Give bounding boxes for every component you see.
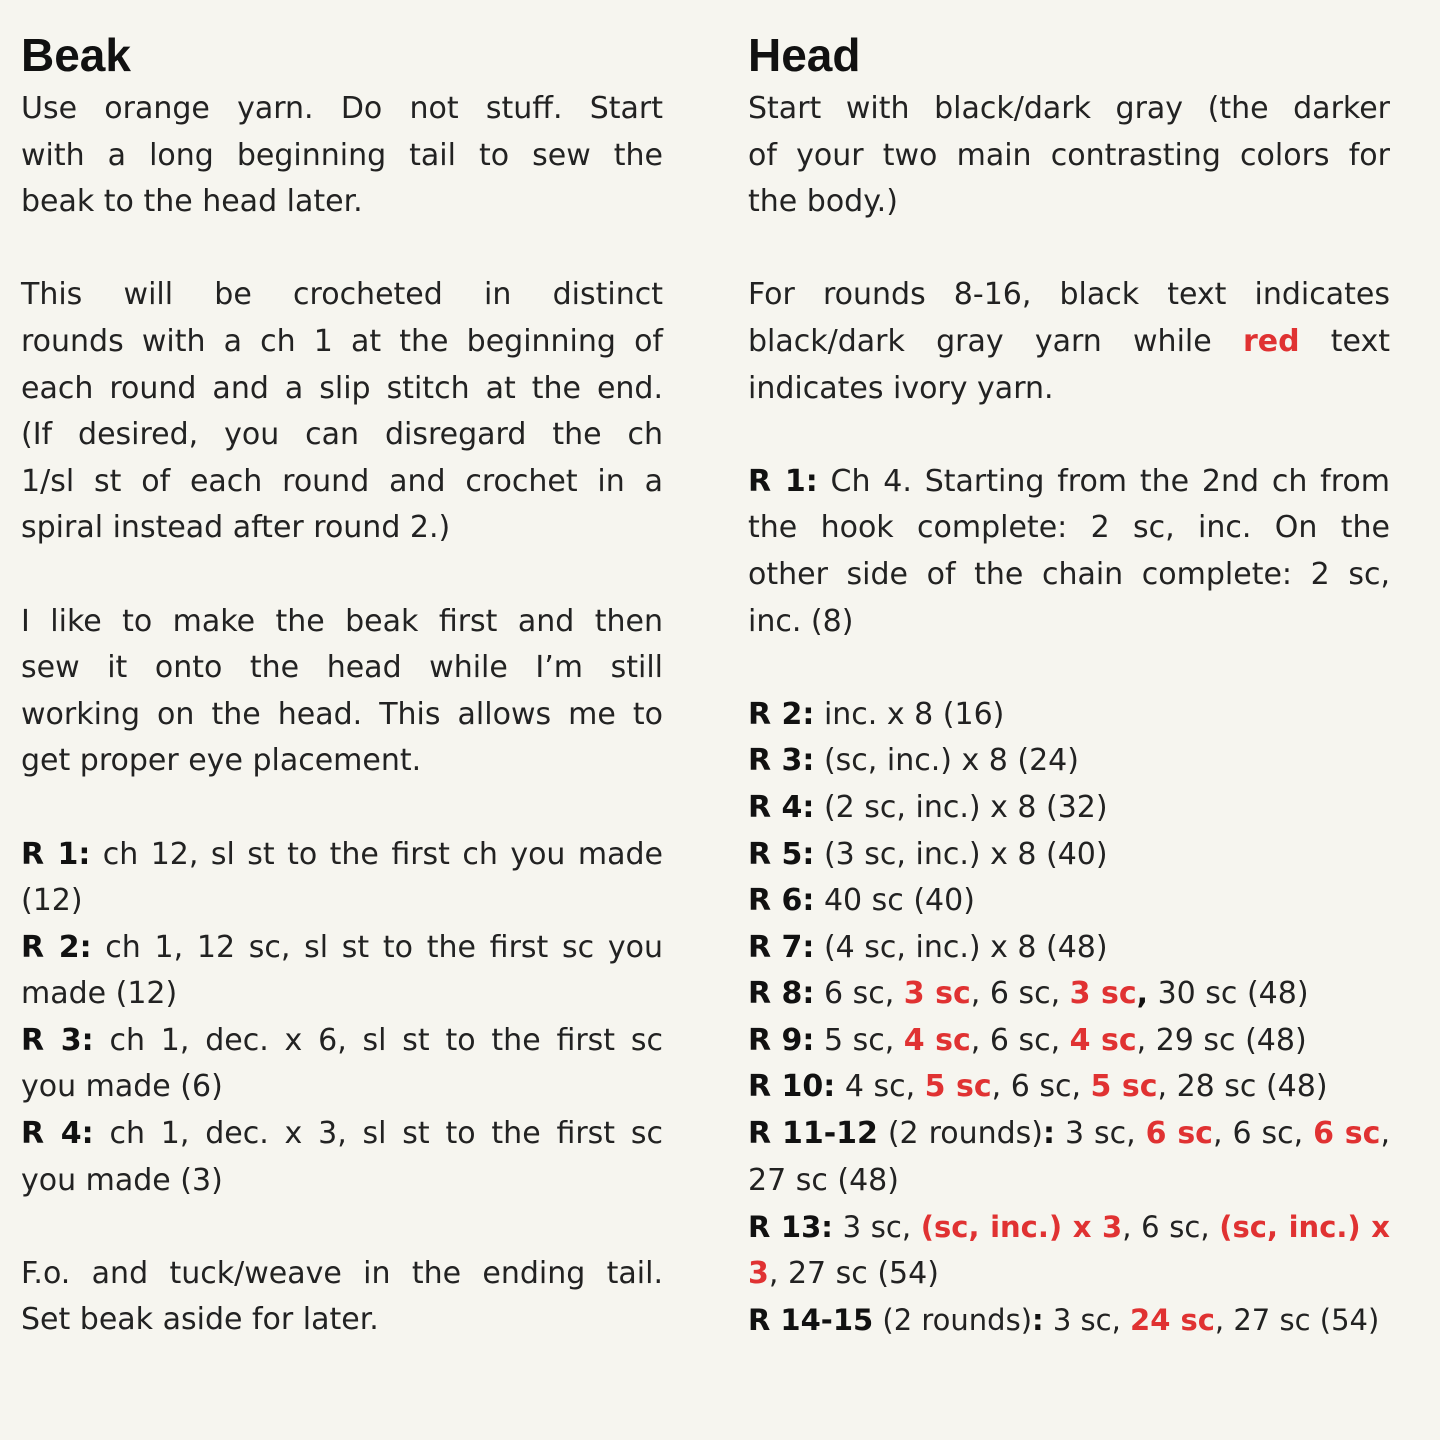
round-text: (4 sc, inc.) x 8 (48): [814, 929, 1108, 965]
ivory-stitches: 6 sc: [1313, 1116, 1381, 1152]
ivory-stitches: 3: [748, 1255, 769, 1291]
head-rounds: [748, 692, 1390, 1344]
text-line: sew it onto the head while I’m still: [21, 650, 663, 686]
round-line: [748, 692, 1390, 739]
round-text: ch 1, 12 sc, sl st to the first sc you: [91, 929, 663, 965]
text-line: working on the head. This allows me to: [21, 696, 663, 732]
round-line: [748, 832, 1390, 879]
text-line: F.o. and tuck/weave in the ending tail.: [21, 1255, 663, 1291]
text-line: rounds with a ch 1 at the beginning of: [21, 323, 663, 359]
text-line: I like to make the beak first and then: [21, 603, 663, 639]
round-text: 3 sc,: [1055, 1116, 1146, 1152]
text-line: Use orange yarn. Do not stuff. Start: [21, 91, 663, 126]
round-text: ,: [1380, 1116, 1390, 1152]
head-color-note: [748, 272, 1390, 412]
round-text: , 6 sc,: [970, 976, 1070, 1012]
round-text: , 27 sc (54): [768, 1255, 939, 1291]
round-text: inc. x 8 (16): [814, 696, 1005, 732]
round-line: [748, 1064, 1390, 1111]
round-label: R 3:: [21, 1022, 94, 1058]
ivory-stitches: 5 sc: [924, 1069, 992, 1105]
round-line: you made (3): [21, 1162, 223, 1198]
round-line: [748, 785, 1390, 832]
text-line: get proper eye placement.: [21, 743, 422, 779]
head-round-1: [748, 459, 1390, 645]
round-text: , 6 sc,: [970, 1022, 1070, 1058]
text-line: Start with black/dark gray (the darker: [748, 91, 1390, 126]
round-text: 3 sc,: [1043, 1303, 1131, 1338]
round-text: 6 sc,: [814, 976, 904, 1012]
text-line: the body.): [748, 184, 898, 220]
red-word: red: [1242, 323, 1300, 359]
text-line: of your two main contrasting colors for: [748, 137, 1390, 173]
ivory-stitches: (sc, inc.) x 3: [920, 1210, 1123, 1245]
round-text: 40 sc (40): [814, 883, 975, 919]
beak-tip: [21, 599, 663, 785]
round-text: , 6 sc,: [1122, 1210, 1220, 1245]
round-text: , 6 sc,: [1212, 1116, 1314, 1152]
round-line: [748, 878, 1390, 925]
round-label: R 10:: [748, 1069, 836, 1105]
round-line: the hook complete: 2 sc, inc. On the: [748, 510, 1390, 546]
text-line: indicates ivory yarn.: [748, 370, 1054, 406]
round-text: , 29 sc (48): [1136, 1022, 1307, 1058]
round-text: 5 sc,: [814, 1022, 904, 1058]
round-label: R 6:: [748, 883, 815, 919]
round-line: [748, 1251, 1390, 1298]
round-label: R 11-12: [748, 1116, 878, 1152]
ivory-stitches: 4 sc: [1069, 1022, 1137, 1058]
round-line: [21, 1111, 663, 1158]
text-line: beak to the head later.: [21, 184, 363, 220]
head-section: [748, 24, 1390, 1344]
round-line: 27 sc (48): [748, 1162, 899, 1198]
round-label: R 13:: [748, 1210, 833, 1245]
beak-title: Beak: [21, 29, 131, 81]
text-line: with a long beginning tail to sew the: [21, 137, 663, 173]
text-segment: black/dark gray yarn while: [748, 323, 1243, 359]
round-text: (2 sc, inc.) x 8 (32): [814, 789, 1108, 825]
round-line: [21, 1018, 663, 1065]
round-label: R 2:: [21, 929, 92, 965]
text-segment: text: [1299, 323, 1390, 359]
round-label: R 5:: [748, 836, 815, 872]
round-text: 4 sc,: [835, 1069, 925, 1105]
round-line: [748, 971, 1390, 1018]
round-line: [748, 1111, 1390, 1158]
round-line: [748, 1204, 1390, 1251]
round-line: [748, 1297, 1390, 1344]
ivory-stitches: 6 sc: [1145, 1116, 1213, 1152]
ivory-stitches: 3 sc: [1069, 976, 1137, 1012]
text-line: For rounds 8-16, black text indicates: [748, 277, 1390, 313]
ivory-stitches: 5 sc: [1090, 1069, 1158, 1105]
round-text: 3 sc,: [832, 1210, 921, 1245]
text-line: This will be crocheted in distinct: [21, 277, 663, 313]
text-line: (If desired, you can disregard the ch: [21, 417, 663, 453]
round-text: , 6 sc,: [991, 1069, 1091, 1105]
round-text: , 27 sc (54): [1214, 1303, 1380, 1338]
text-line: spiral instead after round 2.): [21, 510, 451, 546]
ivory-stitches: 3 sc: [903, 976, 971, 1012]
beak-rounds-note: [21, 272, 663, 552]
beak-intro: [21, 86, 663, 226]
round-label: R 7:: [748, 929, 815, 965]
head-title: Head: [748, 29, 861, 81]
round-text: 30 sc (48): [1148, 976, 1309, 1012]
round-text: ch 12, sl st to the first ch you made: [90, 836, 663, 872]
beak-finish: [21, 1251, 663, 1344]
round-label: R 14-15: [748, 1303, 874, 1338]
round-line: inc. (8): [748, 603, 854, 639]
round-text: (2 rounds): [877, 1116, 1044, 1152]
round-label: R 4:: [748, 789, 815, 825]
round-line: [21, 832, 663, 879]
round-text: Ch 4. Starting from the 2nd ch from: [817, 463, 1390, 499]
round-line: [748, 738, 1390, 785]
ivory-stitches: 24 sc: [1130, 1303, 1215, 1338]
round-label: R 8:: [748, 976, 815, 1012]
text-line: [748, 319, 1390, 366]
beak-section: [21, 24, 663, 1344]
round-line: other side of the chain complete: 2 sc,: [748, 556, 1390, 592]
text-line: 1/sl st of each round and crochet in a: [21, 463, 663, 499]
beak-rounds: [21, 832, 663, 1205]
round-line: made (12): [21, 976, 178, 1012]
round-text: , 28 sc (48): [1157, 1069, 1328, 1105]
head-intro: [748, 86, 1390, 226]
round-line: [21, 925, 663, 972]
round-text: ch 1, dec. x 6, sl st to the first sc: [93, 1022, 663, 1058]
round-text: (2 rounds): [873, 1303, 1033, 1338]
round-label: R 1:: [21, 836, 91, 872]
round-label: R 4:: [21, 1116, 94, 1152]
round-line: you made (6): [21, 1069, 223, 1105]
text-line: each round and a slip stitch at the end.: [21, 370, 663, 406]
round-label: R 3:: [748, 743, 815, 779]
round-line: [748, 459, 1390, 506]
round-label: R 9:: [748, 1022, 815, 1058]
round-text: ch 1, dec. x 3, sl st to the first sc: [93, 1116, 663, 1152]
round-text: ,: [1136, 976, 1149, 1012]
ivory-stitches: 4 sc: [903, 1022, 971, 1058]
round-text: :: [1043, 1116, 1056, 1152]
round-line: (12): [21, 883, 83, 919]
round-text: :: [1032, 1303, 1044, 1338]
round-text: (sc, inc.) x 8 (24): [814, 743, 1079, 779]
round-text: (3 sc, inc.) x 8 (40): [814, 836, 1108, 872]
text-line: Set beak aside for later.: [21, 1302, 379, 1338]
ivory-stitches: (sc, inc.) x: [1219, 1210, 1390, 1245]
round-line: [748, 925, 1390, 972]
round-line: [748, 1018, 1390, 1065]
round-label: R 2:: [748, 696, 815, 732]
round-label: R 1:: [748, 463, 818, 499]
